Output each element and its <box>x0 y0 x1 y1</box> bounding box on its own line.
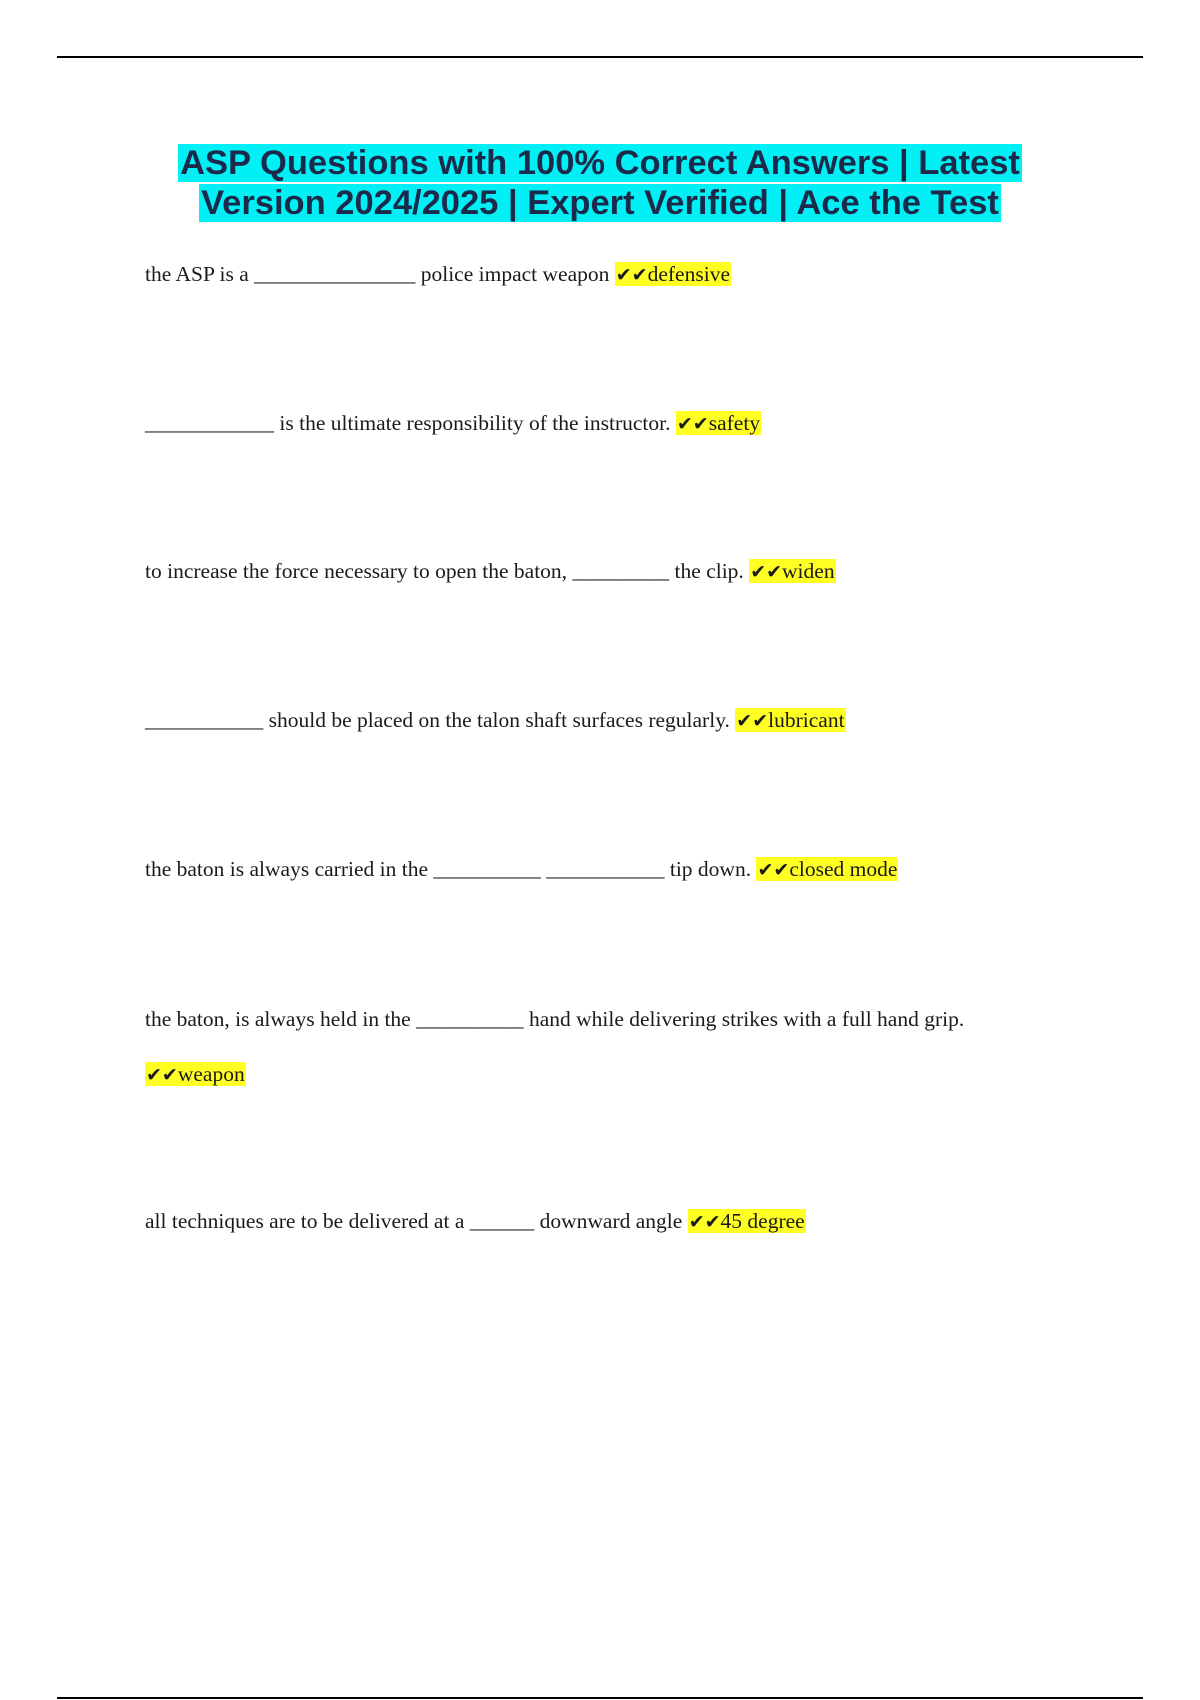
answer-text: defensive <box>647 262 730 286</box>
question-3 <box>145 544 1065 600</box>
double-check-icon: ✔✔ <box>750 561 783 583</box>
answer-text: safety <box>708 411 761 435</box>
title-line-2: Version 2024/2025 | Expert Verified | Ace the Test <box>201 184 999 222</box>
answer-highlight <box>735 708 845 732</box>
answer-highlight <box>688 1209 806 1233</box>
answer-text: closed mode <box>789 857 898 881</box>
document-title <box>60 143 1140 223</box>
answer-text: lubricant <box>768 708 845 732</box>
question-text: the baton, is always held in the __________ hand while delivering strikes with a full hand grip. <box>145 1007 965 1031</box>
question-4 <box>145 693 1065 749</box>
question-1 <box>145 247 1065 303</box>
question-5 <box>145 842 1065 898</box>
double-check-icon: ✔✔ <box>676 413 709 435</box>
answer-text: 45 degree <box>720 1209 805 1233</box>
question-text: the ASP is a _______________ police impact weapon <box>145 262 615 286</box>
question-2 <box>145 396 1065 452</box>
double-check-icon: ✔✔ <box>146 1064 178 1086</box>
double-check-icon: ✔✔ <box>615 264 648 286</box>
question-text: the baton is always carried in the __________ ___________ tip down. <box>145 857 757 881</box>
title-line-1: ASP Questions with 100% Correct Answers | Latest <box>180 144 1020 182</box>
answer-text: widen <box>782 559 835 583</box>
bottom-rule <box>57 1697 1143 1699</box>
double-check-icon: ✔✔ <box>757 859 790 881</box>
question-6 <box>145 992 1065 1103</box>
double-check-icon: ✔✔ <box>736 710 769 732</box>
answer-highlight <box>615 262 731 286</box>
question-text: ___________ should be placed on the talon shaft surfaces regularly. <box>145 708 736 732</box>
double-check-icon: ✔✔ <box>688 1211 721 1233</box>
question-7 <box>145 1194 1065 1250</box>
answer-highlight <box>756 857 898 881</box>
question-text: ____________ is the ultimate responsibility of the instructor. <box>145 411 676 435</box>
answer-highlight <box>676 411 761 435</box>
answer-highlight <box>145 1062 246 1086</box>
answer-highlight <box>749 559 835 583</box>
answer-text: weapon <box>177 1062 245 1086</box>
question-text: to increase the force necessary to open the baton, _________ the clip. <box>145 559 750 583</box>
question-text: all techniques are to be delivered at a ______ downward angle <box>145 1209 688 1233</box>
top-rule <box>57 56 1143 58</box>
